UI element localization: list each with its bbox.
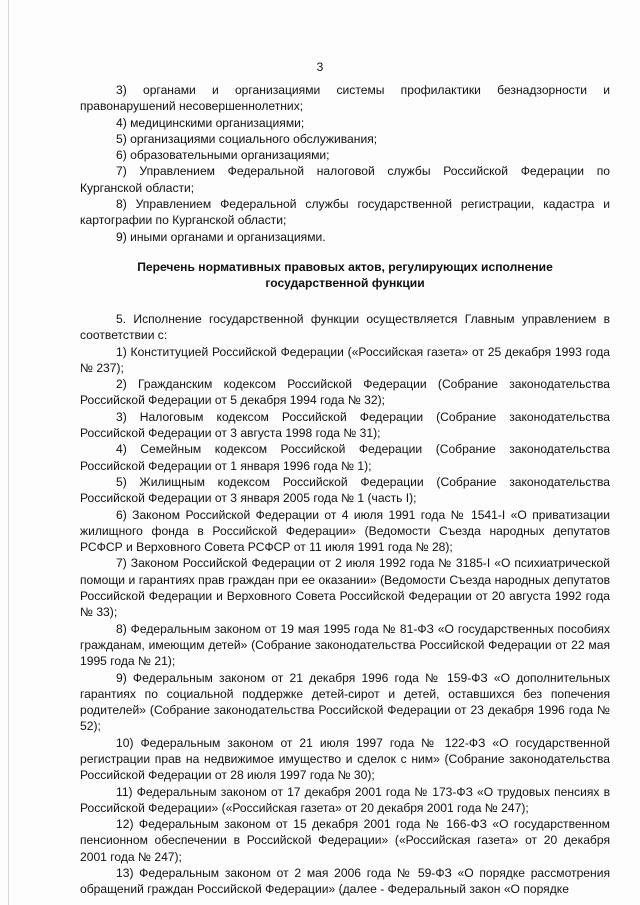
act-item: 5) Жилищным кодексом Российской Федерации (Собрание законодательства Российской Федерации от 3 января 2005 года № 1 (часть I); bbox=[80, 474, 610, 506]
act-item: 10) Федеральным законом от 21 июля 1997 года № 122-ФЗ «О государственной регистрации прав на недвижимое имущество и сделок с ним» (Собрание законодательства Российской Федерации от 28 июля 1997 года № 30); bbox=[80, 735, 610, 783]
scan-edge-line bbox=[8, 0, 9, 905]
list-item: 6) образовательными организациями; bbox=[116, 148, 330, 163]
act-item: 3) Налоговым кодексом Российской Федерации (Собрание законодательства Российской Федерации от 3 августа 1998 года № 31); bbox=[80, 409, 610, 441]
page-number: 3 bbox=[316, 60, 324, 74]
act-item: 12) Федеральным законом от 15 декабря 2001 года № 166-ФЗ «О государственном пенсионном обеспечении в Российской Федерации» («Российская газета» от 20 декабря 2001 года № 247); bbox=[80, 817, 610, 864]
act-item: 7) Законом Российской Федерации от 2 июля 1992 года № 3185-I «О психиатрической помощи и гарантиях прав граждан при ее оказании» (Ведомости Съезда народных депутатов Российской Федерации и Верховного Совета Российской Федерации от 20 августа 1992 года № 33); bbox=[80, 556, 610, 620]
list-item: 9) иными органами и организациями. bbox=[116, 229, 326, 244]
list-item: 8) Управлением Федеральной службы государственной регистрации, кадастра и картографии по Курганской области; bbox=[80, 197, 610, 228]
act-item: 2) Гражданским кодексом Российской Федерации (Собрание законодательства Российской Федерации от 5 декабря 1994 года № 32); bbox=[80, 377, 610, 408]
act-item: 13) Федеральным законом от 2 мая 2006 года № 59-ФЗ «О порядке рассмотрения обращений граждан Российской Федерации» (далее - Федеральный закон «О порядке bbox=[80, 866, 610, 897]
intro-paragraph: 5. Исполнение государственной функции осуществляется Главным управлением в соответствии с: bbox=[80, 311, 610, 343]
section-heading: Перечень нормативных правовых актов, регулирующих исполнение государственной функции bbox=[137, 259, 553, 290]
act-item: 4) Семейным кодексом Российской Федерации (Собрание законодательства Российской Федерации от 1 января 1996 года № 1); bbox=[80, 442, 610, 473]
act-item: 1) Конституцией Российской Федерации («Российская газета» от 25 декабря 1993 года № 237); bbox=[80, 344, 610, 375]
list-item: 4) медицинскими организациями; bbox=[116, 115, 305, 130]
list-item: 5) организациями социального обслуживания; bbox=[116, 131, 378, 146]
act-item: 9) Федеральным законом от 21 декабря 1996 года № 159-ФЗ «О дополнительных гарантиях по социальной поддержке детей-сирот и детей, оставшихся без попечения родителей» (Собрание законодательства Российской Федерации от 23 декабря 1996 года № 52); bbox=[80, 670, 610, 734]
list-item: 7) Управлением Федеральной налоговой службы Российской Федерации по Курганской области; bbox=[80, 164, 610, 195]
act-item: 11) Федеральным законом от 17 декабря 2001 года № 173-ФЗ «О трудовых пенсиях в Российской Федерации» («Российская газета» от 20 декабря 2001 года № 247); bbox=[80, 784, 610, 815]
list-item: 3) органами и организациями системы профилактики безнадзорности и правонарушений несовершеннолетних; bbox=[80, 83, 610, 114]
document-body bbox=[80, 82, 610, 898]
act-item: 8) Федеральным законом от 19 мая 1995 года № 81-ФЗ «О государственных пособиях гражданам, имеющим детей» (Собрание законодательства Российской Федерации от 22 мая 1995 года № 21); bbox=[80, 621, 610, 669]
act-item: 6) Законом Российской Федерации от 4 июля 1991 года № 1541-I «О приватизации жилищного фонда в Российской Федерации» (Ведомости Съезда народных депутатов РСФСР и Верховного Совета РСФСР от 11 июля 1991 года № 28); bbox=[80, 507, 610, 555]
